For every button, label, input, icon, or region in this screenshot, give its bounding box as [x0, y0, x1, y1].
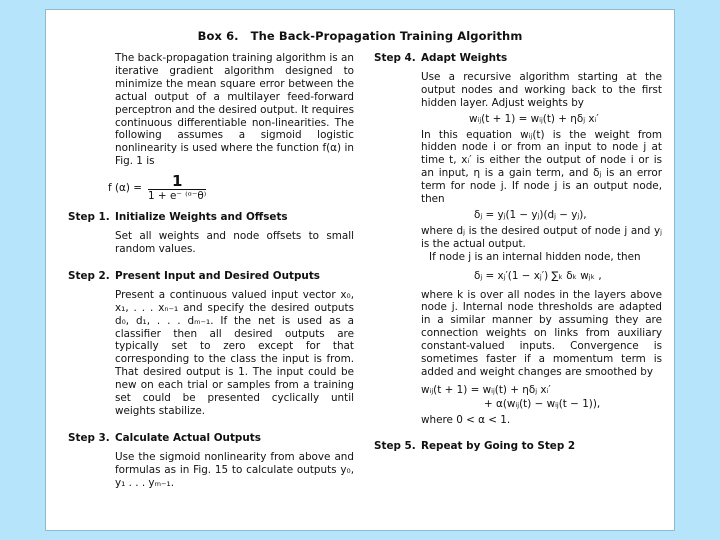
step-2-heading [68, 270, 354, 283]
step-label: Step 3. [68, 431, 110, 444]
step-4-body: Use a recursive algorithm starting at the output nodes and working back to the first hidden layer. Adjust weights by [421, 70, 662, 109]
step-label: Step 1. [68, 211, 110, 224]
sigmoid-numerator: 1 [148, 174, 206, 190]
momentum-condition: where 0 < α < 1. [421, 413, 511, 426]
step-4-para-3: If node j is an internal hidden node, then [429, 250, 641, 263]
right-column [374, 52, 662, 452]
box-number: Box 6. [197, 29, 239, 43]
weight-update-equation: wᵢⱼ(t + 1) = wᵢⱼ(t) + ηδⱼ xᵢ′ [469, 112, 599, 125]
step-title: Calculate Actual Outputs [115, 431, 261, 444]
sigmoid-denominator: 1 + e⁻ ⁽ᵅ⁻θ⁾ [148, 190, 207, 203]
step-title: Initialize Weights and Offsets [115, 211, 288, 224]
box-heading: The Back-Propagation Training Algorithm [250, 29, 523, 43]
step-2-body: Present a continuous valued input vector x₀, x₁, . . . xₙ₋₁ and specify the desired outputs d₀, d₁, . . . dₘ₋₁. If the net is used as a classifier then all desired outputs are typically set to zero except for that corresponding to the class the input is from. That desired output is 1. The input could be new on each trial or samples from a training set could be presented cyclically until weights stabilize. [115, 288, 354, 417]
step-4-para-2: where dⱼ is the desired output of node j and yⱼ is the actual output. [421, 224, 662, 250]
sigmoid-lhs: f (α) = [108, 182, 142, 195]
step-4-para-4: where k is over all nodes in the layers above node j. Internal node thresholds are adapted in a similar manner by assuming they are connection weights on links from auxiliary constant-valued inputs. Convergence is sometimes faster if a momentum term is added and weight changes are smoothed by [421, 288, 662, 378]
step-title: Repeat by Going to Step 2 [421, 439, 576, 452]
document-page [46, 10, 674, 530]
step-3-body: Use the sigmoid nonlinearity from above and formulas as in Fig. 15 to calculate outputs y₀, y₁ . . . yₘ₋₁. [115, 450, 354, 489]
step-5-heading [374, 440, 662, 453]
step-label: Step 2. [68, 269, 110, 282]
step-3-heading [68, 432, 354, 445]
step-title: Adapt Weights [421, 52, 508, 64]
momentum-equation-line-1: wᵢⱼ(t + 1) = wᵢⱼ(t) + ηδⱼ xᵢ′ [421, 383, 551, 396]
intro-paragraph: The back-propagation training algorithm is an iterative gradient algorithm designed to minimize the mean square error between the actual output of a multilayer feed-forward perceptron and the desired output. It requires continuous differentiable non-linearities. The following assumes a sigmoid logistic nonlinearity is used where the function f(α) in Fig. 1 is [115, 52, 354, 168]
step-4-para-1: In this equation wᵢⱼ(t) is the weight from hidden node i or from an input to node j at time t, xᵢ′ is either the output of node i or is an input, η is a gain term, and δⱼ is an error term for node j. If node j is an output node, then [421, 128, 662, 206]
hidden-error-equation: δⱼ = xⱼ′(1 − xⱼ′) ∑ₖ δₖ wⱼₖ , [474, 269, 602, 282]
sigmoid-fraction [148, 174, 206, 203]
step-4-heading [374, 52, 662, 65]
box-title [46, 29, 674, 43]
step-1-body: Set all weights and node offsets to small random values. [115, 230, 354, 255]
sigmoid-equation [108, 174, 354, 203]
momentum-equation-line-2: + α(wᵢⱼ(t) − wᵢⱼ(t − 1)), [484, 397, 601, 410]
left-column [68, 52, 354, 489]
output-error-equation: δⱼ = yⱼ(1 − yⱼ)(dⱼ − yⱼ), [474, 208, 587, 221]
step-label: Step 5. [374, 439, 416, 452]
step-label: Step 4. [374, 52, 416, 64]
step-1-heading [68, 211, 354, 224]
step-title: Present Input and Desired Outputs [115, 269, 320, 282]
